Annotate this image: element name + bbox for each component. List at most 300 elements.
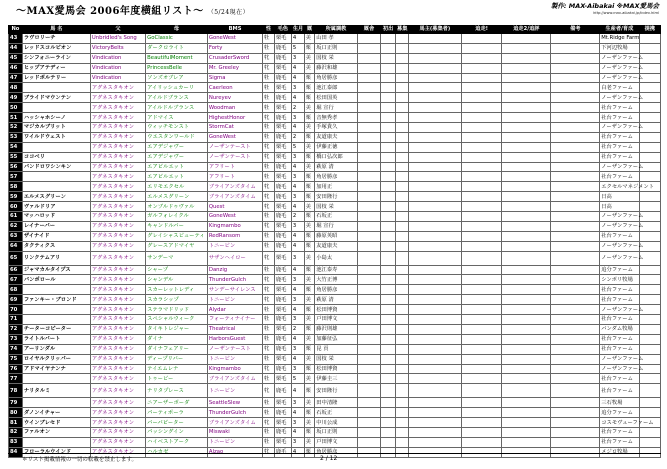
birth-month-cell: 4	[291, 334, 304, 344]
place-cell	[357, 408, 380, 418]
owner-cell	[408, 305, 461, 315]
owner-cell	[408, 63, 461, 73]
horse-name: ザイナイド	[22, 231, 90, 241]
dam-name: ダイナフェアリー	[146, 344, 208, 354]
owner-cell	[408, 43, 461, 53]
note-cell	[551, 221, 600, 231]
trainer-cell: 国枝 栄	[315, 202, 358, 212]
table-row	[9, 103, 661, 113]
dam-name: アイルドルブランス	[146, 103, 208, 113]
eval2-cell	[502, 295, 551, 305]
place-cell	[357, 93, 380, 103]
note-cell	[551, 427, 600, 437]
birth-month-cell: 4	[291, 354, 304, 364]
dam-name: オンブルドゥヴァル	[146, 202, 208, 212]
sex-cell: 牝	[263, 364, 275, 374]
eval-cell	[461, 344, 501, 354]
debut-cell	[381, 285, 396, 295]
breeder-cell: ノーザンファーム	[601, 65, 644, 72]
eval-cell	[461, 437, 501, 447]
stable-cell: 栗	[304, 212, 315, 222]
place-cell	[357, 63, 380, 73]
debut-cell	[381, 344, 396, 354]
note-cell	[551, 265, 600, 275]
breeder-cell: 社台ファーム	[600, 113, 639, 123]
breeder-cell: Mt.Ridge Farm	[601, 35, 640, 42]
breeder-cell: 三石牧場	[600, 398, 639, 408]
table-row	[9, 221, 661, 231]
sire-name: アグネスタキオン	[90, 172, 145, 182]
column-header: 母	[146, 26, 208, 34]
eval-cell	[461, 34, 501, 44]
horse-name: バンドロワシンキン	[22, 162, 90, 172]
note-cell	[551, 123, 600, 133]
partner-cell	[639, 334, 660, 344]
table-row	[9, 408, 661, 418]
table-row	[9, 427, 661, 437]
dam-name: バーバピーター	[146, 418, 208, 428]
bms-name: StormCat	[207, 123, 262, 133]
owner-cell	[408, 334, 461, 344]
debut-cell	[381, 418, 396, 428]
birth-month-cell: 3	[291, 295, 304, 305]
sex-cell: 牡	[263, 93, 275, 103]
breeder-cell: 社台ファーム	[600, 374, 639, 384]
eval-cell	[461, 241, 501, 251]
column-header: 初出	[381, 26, 396, 34]
horse-name: レッドスコルピオン	[22, 43, 90, 53]
debut-cell	[381, 83, 396, 93]
coat-color-cell: 栗毛	[274, 305, 291, 315]
birth-month-cell: 4	[291, 265, 304, 275]
eval2-cell	[502, 53, 551, 63]
partner-cell	[639, 324, 660, 334]
horse-name: ワイルドウェスト	[22, 132, 90, 142]
dam-name: グレイシャスビューティ	[146, 231, 208, 241]
bms-name: トニービン	[207, 241, 262, 251]
breeder-cell: メジロ牧場	[600, 447, 639, 457]
dam-name: エアデジャヴー	[146, 142, 208, 152]
note-cell	[551, 364, 600, 374]
table-row	[9, 53, 661, 63]
sex-cell: 牡	[263, 34, 275, 44]
breeder-cell: エクセルマネジメント	[601, 183, 655, 190]
page-title	[16, 2, 249, 16]
breeder-cell: 社台ファーム	[600, 172, 639, 182]
horse-name: ラヴロリーチ	[22, 34, 90, 44]
sire-name: アグネスタキオン	[90, 212, 145, 222]
sex-cell: 牝	[263, 53, 275, 63]
trainer-cell: 戸田博文	[315, 437, 358, 447]
row-number: 47	[9, 73, 23, 83]
dam-name: エアピルエット	[146, 172, 208, 182]
trainer-cell: 松田国英	[315, 93, 358, 103]
dam-name: スペシャルウィーク	[146, 315, 208, 325]
birth-month-cell: 4	[291, 202, 304, 212]
breeder-cell: 社台ファーム	[600, 437, 639, 447]
table-row	[9, 142, 661, 152]
eval2-cell	[502, 437, 551, 447]
row-number: 73	[9, 334, 23, 344]
coat-color-cell: 鹿毛	[274, 231, 291, 241]
birth-month-cell: 5	[291, 142, 304, 152]
eval2-cell	[502, 275, 551, 285]
place-cell	[357, 315, 380, 325]
birth-month-cell: 3	[291, 275, 304, 285]
birth-month-cell: 2	[291, 103, 304, 113]
eval2-cell	[502, 123, 551, 133]
horse-name	[22, 305, 90, 315]
partner-cell	[639, 265, 660, 275]
bms-name: アフリート	[207, 172, 262, 182]
credit-url[interactable]: http://www.max-aibakai.jp/index.html	[593, 11, 659, 15]
trainer-cell: 坂口正則	[315, 43, 358, 53]
eval2-cell	[502, 113, 551, 123]
eval-cell	[461, 374, 501, 384]
table-row	[9, 251, 661, 265]
partner-cell	[639, 437, 660, 447]
dam-name: エリモエクセル	[146, 182, 208, 192]
birth-month-cell: 3	[291, 83, 304, 93]
dam-name: スカラシップ	[146, 295, 208, 305]
birth-month-cell: 3	[291, 172, 304, 182]
stable-cell: 美	[304, 334, 315, 344]
horse-table	[8, 25, 661, 458]
sex-cell: 牡	[263, 305, 275, 315]
table-row	[9, 418, 661, 428]
owner-cell	[408, 354, 461, 364]
partner-cell	[639, 132, 660, 142]
sire-name: アグネスタキオン	[90, 275, 145, 285]
place-cell	[357, 285, 380, 295]
owner-cell	[408, 427, 461, 437]
bms-name: ノーザンテースト	[207, 344, 262, 354]
debut-cell	[381, 295, 396, 305]
stable-cell: 栗	[304, 152, 315, 162]
partner-cell	[639, 427, 660, 437]
column-header: 父	[90, 26, 145, 34]
row-number: 68	[9, 285, 23, 295]
place-cell	[357, 103, 380, 113]
row-number: 57	[9, 172, 23, 182]
row-number: 83	[9, 437, 23, 447]
price-cell	[396, 162, 409, 172]
dam-name: ダイナ	[146, 334, 208, 344]
owner-cell	[408, 142, 461, 152]
place-cell	[357, 43, 380, 53]
partner-cell	[639, 275, 660, 285]
sire-name: アグネスタキオン	[90, 324, 145, 334]
eval2-cell	[502, 398, 551, 408]
debut-cell	[381, 427, 396, 437]
eval-cell	[461, 192, 501, 202]
column-header: 厩	[304, 26, 315, 34]
stable-cell: 栗	[304, 324, 315, 334]
row-number: 79	[9, 398, 23, 408]
bms-name: HarborsGuest	[207, 334, 262, 344]
breeder-cell: ノーザンファーム	[600, 251, 639, 265]
sire-name: Unbridled's Song	[90, 34, 145, 44]
row-number: 51	[9, 113, 23, 123]
horse-name	[22, 285, 90, 295]
birth-month-cell: 5	[291, 374, 304, 384]
sex-cell: 牡	[263, 427, 275, 437]
sire-name: Vindication	[90, 63, 145, 73]
row-number: 82	[9, 427, 23, 437]
trainer-cell: 小島太	[315, 251, 358, 265]
owner-cell	[408, 93, 461, 103]
row-number: 80	[9, 408, 23, 418]
breeder-cell: ノーザンファーム	[601, 365, 644, 372]
coat-color-cell: 鹿毛	[274, 73, 291, 83]
sire-name: アグネスタキオン	[90, 113, 145, 123]
trainer-cell: 堀 宣行	[315, 103, 358, 113]
trainer-cell: 石坂正	[315, 408, 358, 418]
place-cell	[357, 265, 380, 275]
birth-month-cell: 4	[291, 34, 304, 44]
price-cell	[396, 364, 409, 374]
eval-cell	[461, 364, 501, 374]
column-header: 馬 名	[22, 26, 90, 34]
coat-color-cell: 栗毛	[274, 374, 291, 384]
birth-month-cell: 4	[291, 241, 304, 251]
sire-name: アグネスタキオン	[90, 408, 145, 418]
eval-cell	[461, 275, 501, 285]
coat-color-cell: 鹿毛	[274, 93, 291, 103]
eval2-cell	[502, 172, 551, 182]
sire-name: アグネスタキオン	[90, 354, 145, 364]
row-number: 75	[9, 354, 23, 364]
birth-month-cell: 3	[291, 344, 304, 354]
sire-name: アグネスタキオン	[90, 152, 145, 162]
horse-name: アドマイヤナンナ	[22, 364, 90, 374]
stable-cell: 栗	[304, 305, 315, 315]
table-row	[9, 202, 661, 212]
horse-name: レッドボルテリー	[22, 73, 90, 83]
eval2-cell	[502, 315, 551, 325]
column-header: 厩舎	[357, 26, 380, 34]
stable-cell: 美	[304, 162, 315, 172]
horse-name: ヴァルドリア	[22, 202, 90, 212]
debut-cell	[381, 437, 396, 447]
sire-name: アグネスタキオン	[90, 221, 145, 231]
sex-cell: 牡	[263, 374, 275, 384]
row-number: 56	[9, 162, 23, 172]
table-row	[9, 324, 661, 334]
eval-cell	[461, 73, 501, 83]
bms-name: GoneWest	[207, 212, 262, 222]
bms-name: ノーザンテースト	[207, 142, 262, 152]
column-header: 所属調教	[315, 26, 358, 34]
row-number: 84	[9, 447, 23, 457]
birth-month-cell: 4	[291, 123, 304, 133]
horse-name: レイナーバー	[22, 221, 90, 231]
breeder-cell: シンボリ牧場	[600, 275, 639, 285]
trainer-cell: 安田隆行	[315, 192, 358, 202]
breeder-cell: ノーザンファーム	[601, 356, 644, 363]
debut-cell	[381, 34, 396, 44]
breeder-cell: ノーザンファーム	[601, 243, 644, 250]
stable-cell: 美	[304, 103, 315, 113]
trainer-cell: 中川公成	[315, 418, 358, 428]
breeder-cell: 社台ファーム	[600, 103, 639, 113]
note-cell	[551, 162, 600, 172]
eval2-cell	[502, 192, 551, 202]
row-number: 81	[9, 418, 23, 428]
bms-name: Sigma	[207, 73, 262, 83]
owner-cell	[408, 384, 461, 398]
eval-cell	[461, 43, 501, 53]
sire-name: アグネスタキオン	[90, 231, 145, 241]
dam-name: ダークロライト	[146, 43, 208, 53]
stable-cell: 美	[304, 221, 315, 231]
coat-color-cell: 栗毛	[274, 418, 291, 428]
table-row	[9, 93, 661, 103]
owner-cell	[408, 182, 461, 192]
dam-name: ステラマドリッド	[146, 305, 208, 315]
table-row	[9, 231, 661, 241]
owner-cell	[408, 73, 461, 83]
table-row	[9, 364, 661, 374]
trainer-cell: 安田隆行	[315, 384, 358, 398]
column-header: 追走!	[461, 26, 501, 34]
eval2-cell	[502, 103, 551, 113]
eval2-cell	[502, 152, 551, 162]
sire-name: アグネスタキオン	[90, 447, 145, 457]
horse-name: ロイヤルクリッパー	[22, 354, 90, 364]
price-cell	[396, 418, 409, 428]
stable-cell: 栗	[304, 265, 315, 275]
partner-cell	[639, 231, 660, 241]
owner-cell	[408, 34, 461, 44]
note-cell	[551, 73, 600, 83]
place-cell	[357, 162, 380, 172]
eval-cell	[461, 123, 501, 133]
dam-name: ソンズオブレア	[146, 73, 208, 83]
row-number: 59	[9, 192, 23, 202]
coat-color-cell: 鹿毛	[274, 241, 291, 251]
stable-cell: 栗	[304, 427, 315, 437]
horse-name: シンフォニーライン	[22, 53, 90, 63]
row-number: 66	[9, 265, 23, 275]
horse-name	[22, 182, 90, 192]
breeder-cell: 社台ファーム	[600, 231, 639, 241]
sex-cell: 牡	[263, 354, 275, 364]
partner-cell	[639, 374, 660, 384]
owner-cell	[408, 53, 461, 63]
sex-cell: 牝	[263, 295, 275, 305]
dam-name: アイリッシュカーリ	[146, 83, 208, 93]
note-cell	[551, 103, 600, 113]
partner-cell	[639, 295, 660, 305]
bms-name: トニービン	[207, 437, 262, 447]
coat-color-cell: 栗毛	[274, 172, 291, 182]
dam-name: テイエムレナ	[146, 364, 208, 374]
debut-cell	[381, 142, 396, 152]
stable-cell: 栗	[304, 285, 315, 295]
birth-month-cell: 4	[291, 305, 304, 315]
breeder-cell: 社台ファーム	[600, 427, 639, 437]
horse-name	[22, 398, 90, 408]
row-number: 49	[9, 93, 23, 103]
bms-name: ブライアンズタイム	[207, 418, 262, 428]
stable-cell: 栗	[304, 113, 315, 123]
bms-name: Alydar	[207, 305, 262, 315]
sire-name: アグネスタキオン	[90, 265, 145, 275]
price-cell	[396, 212, 409, 222]
sire-name: アグネスタキオン	[90, 162, 145, 172]
bms-name: Woodman	[207, 103, 262, 113]
owner-cell	[408, 374, 461, 384]
column-header: No	[9, 26, 23, 34]
bms-name: Nureyev	[207, 93, 262, 103]
price-cell	[396, 285, 409, 295]
note-cell	[551, 334, 600, 344]
coat-color-cell: 鹿毛	[274, 132, 291, 142]
column-header: 備考	[551, 26, 600, 34]
bms-name: Miswaki	[207, 427, 262, 437]
eval-cell	[461, 182, 501, 192]
eval-cell	[461, 172, 501, 182]
stable-cell: 栗	[304, 132, 315, 142]
bms-name: トニービン	[207, 295, 262, 305]
eval-cell	[461, 285, 501, 295]
table-body	[9, 34, 661, 458]
row-number: 71	[9, 315, 23, 325]
debut-cell	[381, 152, 396, 162]
table-row	[9, 295, 661, 305]
price-cell	[396, 83, 409, 93]
sex-cell: 牡	[263, 172, 275, 182]
sex-cell: 牝	[263, 384, 275, 398]
birth-month-cell: 3	[291, 315, 304, 325]
sex-cell: 牝	[263, 182, 275, 192]
birth-month-cell: 4	[291, 285, 304, 295]
eval2-cell	[502, 162, 551, 172]
place-cell	[357, 83, 380, 93]
stable-cell: 栗	[304, 93, 315, 103]
trainer-cell: 藤沢和雄	[315, 63, 358, 73]
bms-name: サザンヘイロー	[207, 251, 262, 265]
row-number: 43	[9, 34, 23, 44]
price-cell	[396, 305, 409, 315]
sex-cell: 牡	[263, 265, 275, 275]
table-header	[9, 26, 661, 34]
price-cell	[396, 374, 409, 384]
debut-cell	[381, 374, 396, 384]
eval-cell	[461, 265, 501, 275]
owner-cell	[408, 192, 461, 202]
place-cell	[357, 152, 380, 162]
sex-cell: 牝	[263, 202, 275, 212]
table-row	[9, 182, 661, 192]
sex-cell: 牡	[263, 408, 275, 418]
horse-name	[22, 83, 90, 93]
table-row	[9, 374, 661, 384]
note-cell	[551, 374, 600, 384]
table-row	[9, 83, 661, 93]
eval2-cell	[502, 374, 551, 384]
table-row	[9, 63, 661, 73]
debut-cell	[381, 113, 396, 123]
row-number: 69	[9, 295, 23, 305]
coat-color-cell: 鹿毛	[274, 315, 291, 325]
sire-name: アグネスタキオン	[90, 103, 145, 113]
stable-cell: 栗	[304, 384, 315, 398]
birth-month-cell: 4	[291, 63, 304, 73]
note-cell	[551, 34, 600, 44]
bms-name: Alzao	[207, 447, 262, 457]
